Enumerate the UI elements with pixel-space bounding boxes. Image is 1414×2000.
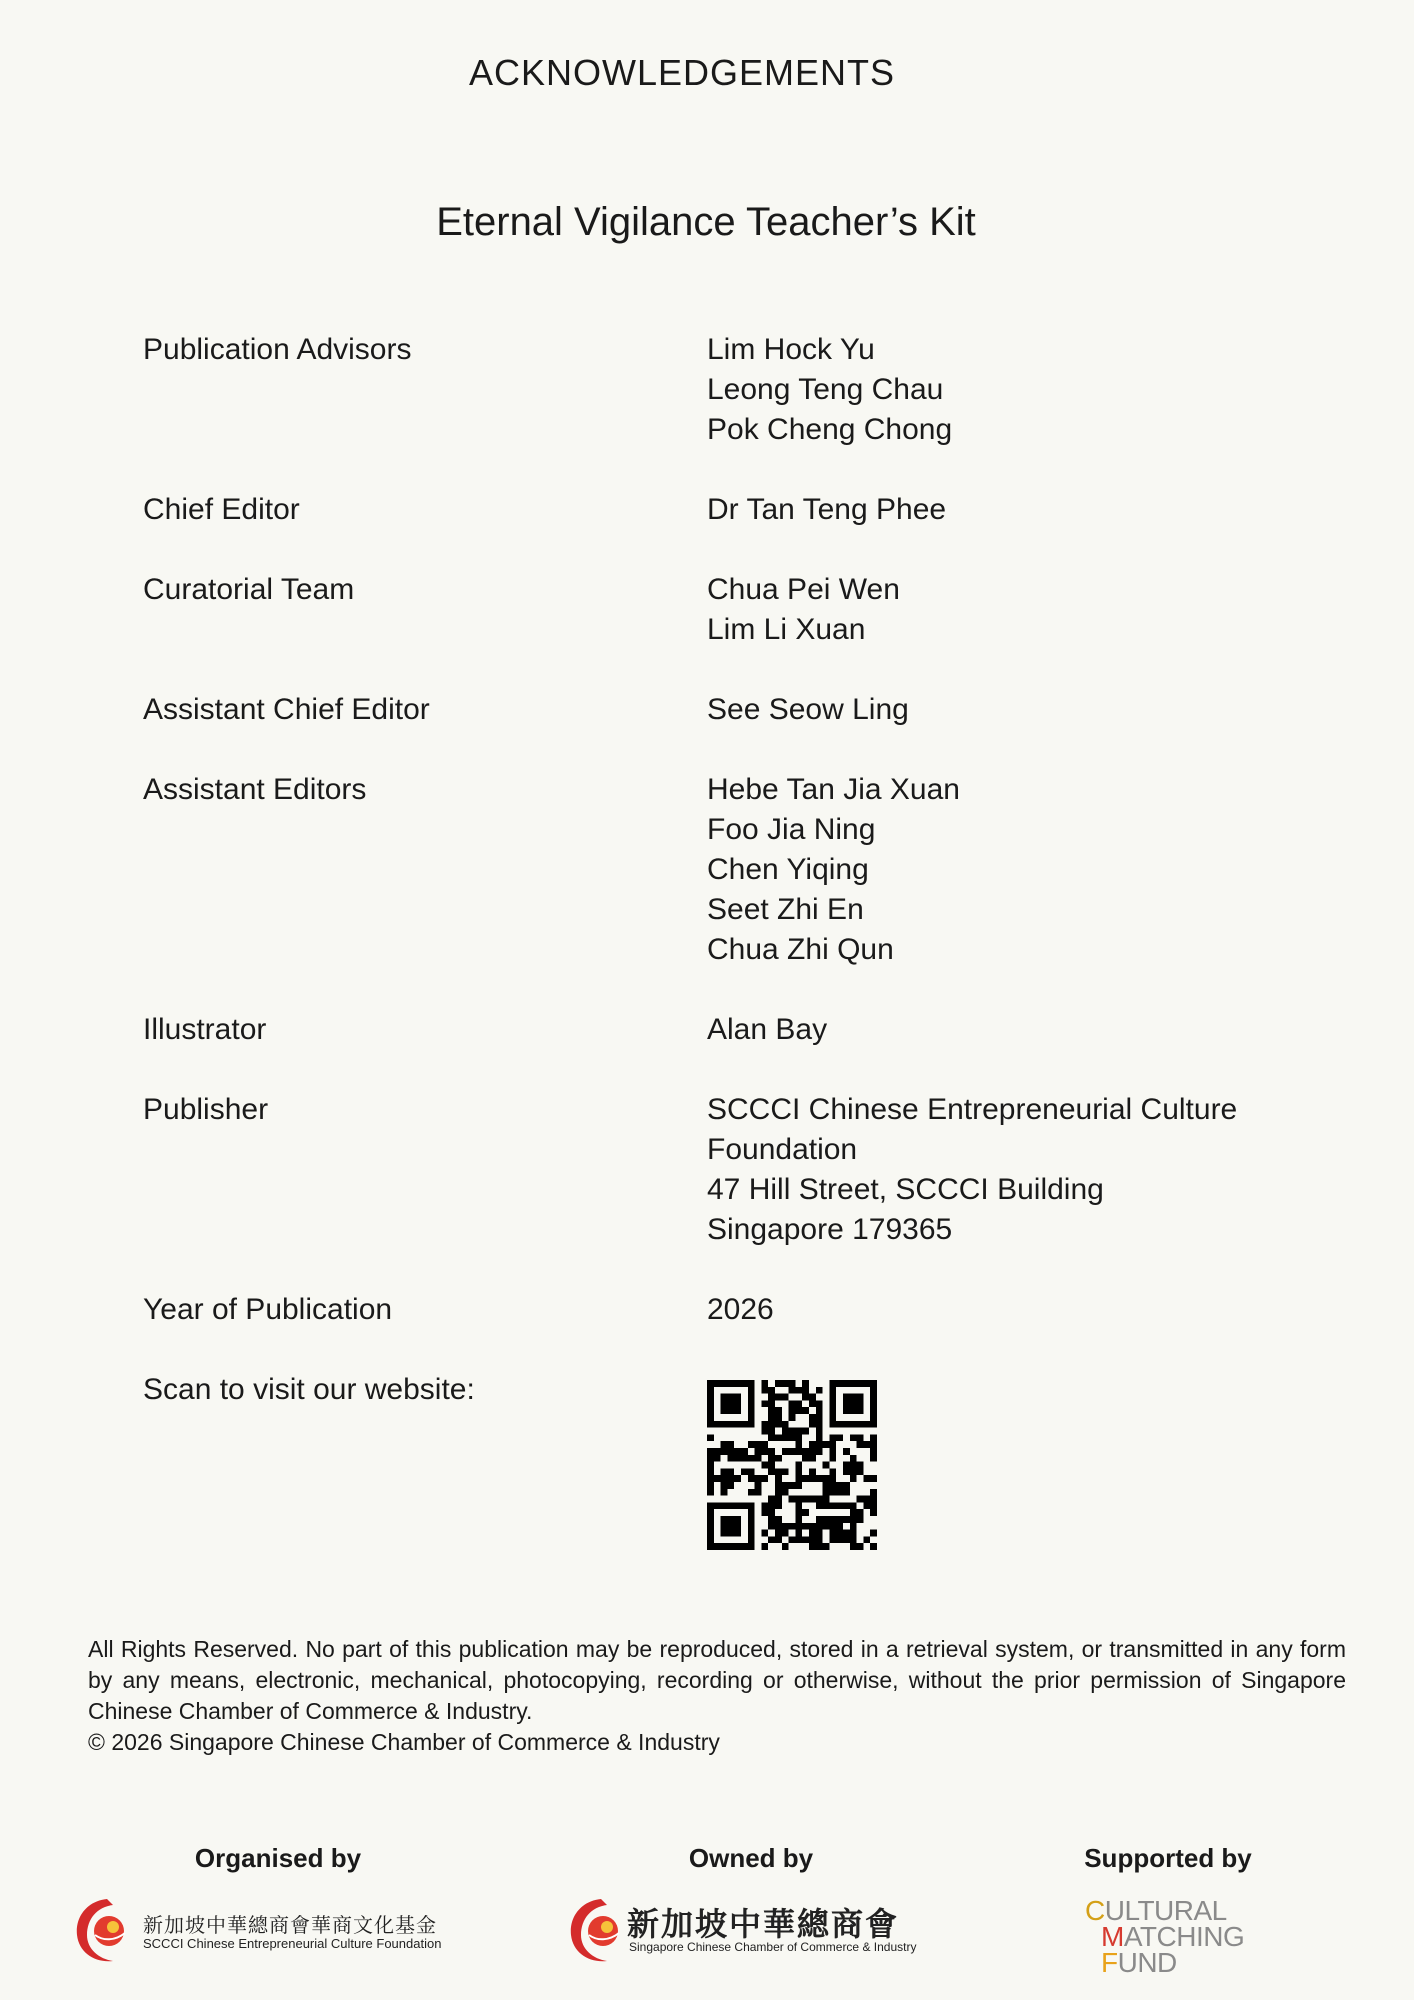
credit-name: Pok Cheng Chong: [707, 413, 953, 446]
page-heading: ACKNOWLEDGEMENTS: [468, 52, 896, 93]
credit-name: Seet Zhi En: [707, 893, 864, 926]
credit-label: Year of Publication: [143, 1293, 393, 1326]
credit-row: [143, 570, 1313, 650]
credit-values: [707, 770, 1313, 970]
cmf-word: ATCHING: [1123, 1921, 1245, 1952]
credit-name: Dr Tan Teng Phee: [707, 493, 947, 526]
credits-list: [143, 330, 1313, 1450]
sccci-foundation-logo: [73, 1895, 453, 1965]
credit-name: Chua Pei Wen: [707, 573, 900, 606]
owned-by-label: Owned by: [688, 1843, 814, 1873]
foundation-logo-cn: 新加坡中華總商會華商文化基金: [143, 1913, 437, 1937]
credit-values: [707, 570, 1313, 650]
credit-name: Alan Bay: [707, 1013, 828, 1046]
credit-label: Assistant Editors: [143, 773, 367, 806]
credit-values: [707, 490, 1313, 530]
credit-values: [707, 330, 1313, 450]
cmf-initial: M: [1101, 1921, 1124, 1952]
supported-by-label: Supported by: [1084, 1843, 1252, 1873]
sccci-swirl-icon: [567, 1895, 629, 1965]
credit-name: Foundation: [707, 1133, 858, 1166]
credit-name: Lim Li Xuan: [707, 613, 866, 646]
rights-text: All Rights Reserved. No part of this publication may be reproduced, stored in a retrieval system, or transmitted in any form by any means, electronic, mechanical, photocopying, recording or otherwise, without the prior permission of Singapore Chinese Chamber of Commerce & Industry.: [88, 1636, 1346, 1724]
credit-row: [143, 330, 1313, 450]
sccci-logo: [567, 1895, 947, 1965]
credit-row: [143, 690, 1313, 730]
organised-by-label: Organised by: [194, 1843, 362, 1873]
credit-label: Scan to visit our website:: [143, 1373, 475, 1406]
credit-row: [143, 770, 1313, 970]
credit-name: SCCCI Chinese Entrepreneurial Culture: [707, 1093, 1238, 1126]
sccci-logo-en: Singapore Chinese Chamber of Commerce & Industry: [629, 1940, 917, 1954]
credit-name: 47 Hill Street, SCCCI Building: [707, 1173, 1104, 1206]
credit-label: Curatorial Team: [143, 573, 355, 606]
copyright-text: © 2026 Singapore Chinese Chamber of Commerce & Industry: [88, 1729, 720, 1755]
website-qr-code[interactable]: [707, 1380, 877, 1550]
credit-label: Assistant Chief Editor: [143, 693, 430, 726]
credit-values: [707, 1010, 1313, 1050]
cultural-matching-fund-logo: [1085, 1895, 1245, 1978]
credit-name: Chua Zhi Qun: [707, 933, 894, 966]
credit-name: Chen Yiqing: [707, 853, 869, 886]
rights-notice: [88, 1634, 1346, 1758]
credit-label: Publisher: [143, 1093, 269, 1126]
sccci-swirl-icon: [73, 1895, 135, 1965]
foundation-logo-en: SCCCI Chinese Entrepreneurial Culture Foundation: [143, 1936, 442, 1951]
credit-label: Chief Editor: [143, 493, 300, 526]
cmf-initial: C: [1085, 1895, 1105, 1926]
credit-name: Lim Hock Yu: [707, 333, 875, 366]
kit-title: Eternal Vigilance Teacher’s Kit: [436, 200, 976, 244]
credit-label: Publication Advisors: [143, 333, 412, 366]
credit-values: [707, 1090, 1313, 1250]
credit-name: Singapore 179365: [707, 1213, 953, 1246]
credit-row: [143, 1290, 1313, 1330]
credit-name: Leong Teng Chau: [707, 373, 944, 406]
credit-name: See Seow Ling: [707, 693, 909, 726]
credit-name: Hebe Tan Jia Xuan: [707, 773, 960, 806]
credit-values: [707, 1290, 1313, 1330]
credit-row: [143, 490, 1313, 530]
credit-row: [143, 1010, 1313, 1050]
cmf-initial: F: [1101, 1947, 1118, 1978]
credit-name: 2026: [707, 1293, 774, 1326]
cmf-logo-line: [1085, 1947, 1244, 1978]
credit-values: [707, 690, 1313, 730]
sccci-logo-cn: 新加坡中華總商會: [627, 1905, 900, 1943]
cmf-word: ULTURAL: [1104, 1895, 1227, 1926]
credit-label: Illustrator: [143, 1013, 267, 1046]
credit-row: [143, 1090, 1313, 1250]
credit-name: Foo Jia Ning: [707, 813, 876, 846]
cmf-word: UND: [1117, 1947, 1177, 1978]
